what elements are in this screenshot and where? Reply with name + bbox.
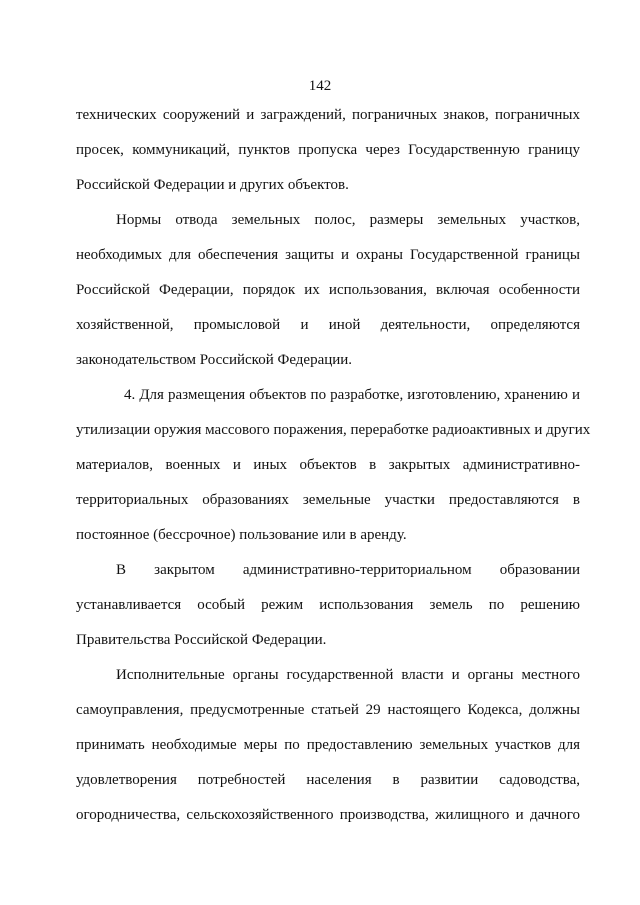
text-line: необходимых для обеспечения защиты и охраны Государственной границы	[76, 247, 580, 263]
document-body	[76, 104, 591, 839]
text-line: огородничества, сельскохозяйственного производства, жилищного и дачного	[76, 807, 580, 823]
text-line: законодательством Российской Федерации.	[76, 352, 353, 368]
text-line: постоянное (бессрочное) пользование или в аренду.	[76, 527, 407, 543]
text-line: В закрытом административно-территориальном образовании	[116, 562, 580, 578]
text-line: территориальных образованиях земельные участки предоставляются в	[76, 492, 580, 508]
text-line: Правительства Российской Федерации.	[76, 632, 327, 648]
text-line: удовлетворения потребностей населения в развитии садоводства,	[76, 772, 580, 788]
text-line: самоуправления, предусмотренные статьей 29 настоящего Кодекса, должны	[76, 702, 580, 718]
text-line: Российской Федерации, порядок их использования, включая особенности	[76, 282, 580, 298]
text-line: Российской Федерации и других объектов.	[76, 177, 349, 193]
text-line: 4. Для размещения объектов по разработке, изготовлению, хранению и	[124, 387, 580, 403]
text-line: материалов, военных и иных объектов в закрытых административно-	[76, 457, 580, 473]
text-line: утилизации оружия массового поражения, переработке радиоактивных и других	[76, 422, 591, 438]
text-line: устанавливается особый режим использования земель по решению	[76, 597, 580, 613]
text-line: Исполнительные органы государственной власти и органы местного	[116, 667, 580, 683]
text-line: просек, коммуникаций, пунктов пропуска через Государственную границу	[76, 142, 580, 158]
text-line: принимать необходимые меры по предоставлению земельных участков для	[76, 737, 580, 753]
text-line: хозяйственной, промысловой и иной деятельности, определяются	[76, 317, 580, 333]
page-number: 142	[308, 78, 332, 94]
text-line: технических сооружений и заграждений, пограничных знаков, пограничных	[76, 107, 580, 123]
text-line: Нормы отвода земельных полос, размеры земельных участков,	[116, 212, 580, 228]
